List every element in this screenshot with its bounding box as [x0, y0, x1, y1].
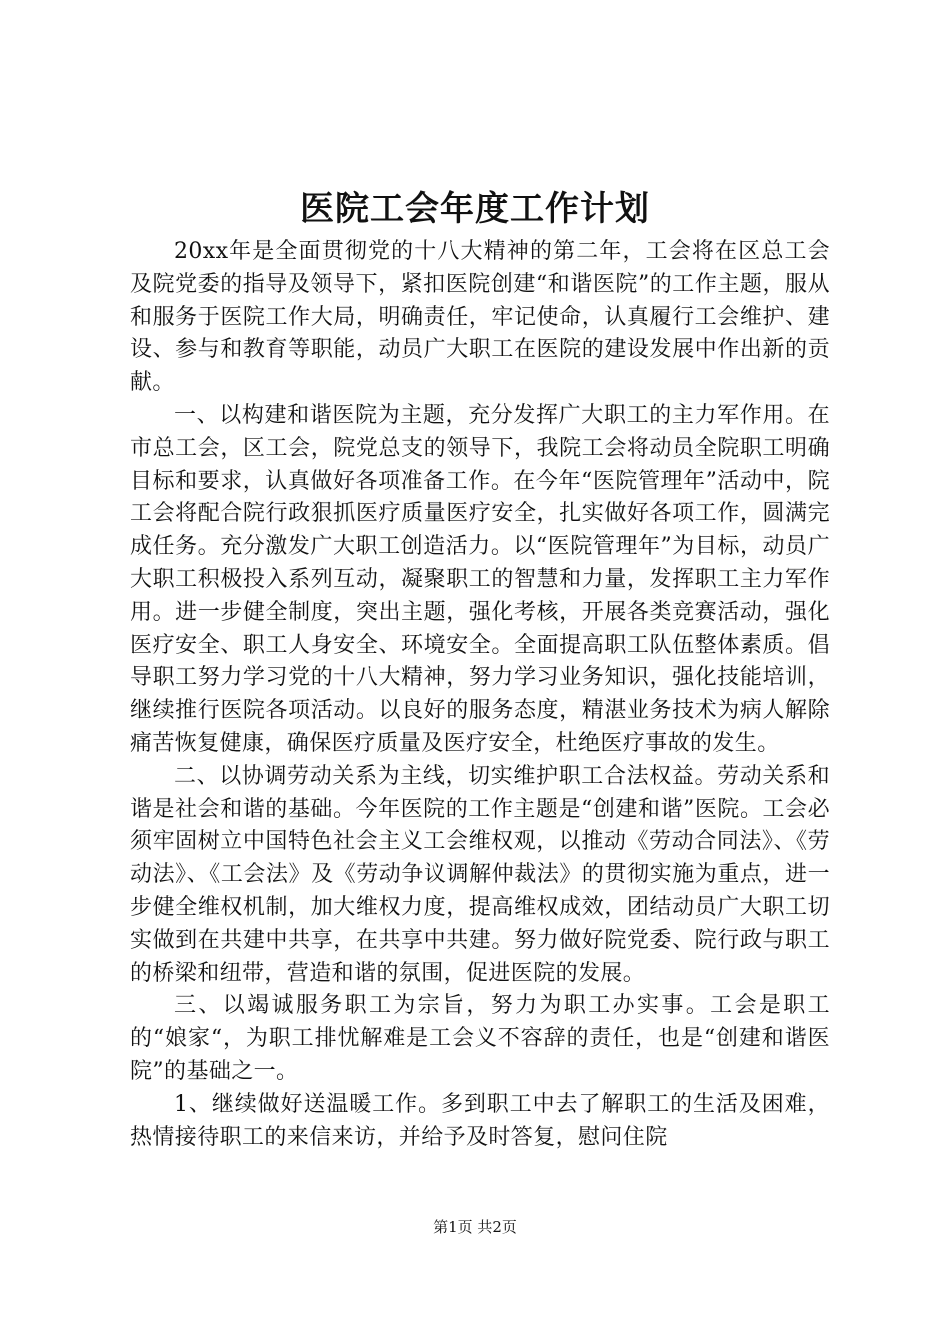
document-title: 医院工会年度工作计划 [300, 189, 650, 229]
paragraph-intro: 20xx年是全面贯彻党的十八大精神的第二年，工会将在区总工会及院党委的指导及领导下，紧扣医院创建“和谐医院”的工作主题，服从和服务于医院工作大局，明确责任，牢记使命，认真履行工会维护、建设、参与和教育等职能，动员广大职工在医院的建设发展中作出新的贡献。 [130, 239, 830, 396]
paragraph-section-1: 一、以构建和谐医院为主题，充分发挥广大职工的主力军作用。在市总工会，区工会，院党总支的领导下，我院工会将动员全院职工明确目标和要求，认真做好各项准备工作。在今年“医院管理年”活动中，院工会将配合院行政狠抓医疗质量医疗安全，扎实做好各项工作，圆满完成任务。充分激发广大职工创造活力。以“医院管理年”为目标，动员广大职工积极投入系列互动，凝聚职工的智慧和力量，发挥职工主力军作用。进一步健全制度，突出主题，强化考核，开展各类竞赛活动，强化医疗安全、职工人身安全、环境安全。全面提高职工队伍整体素质。倡导职工努力学习党的十八大精神，努力学习业务知识，强化技能培训，继续推行医院各项活动。以良好的服务态度，精湛业务技术为病人解除痛苦恢复健康，确保医疗质量及医疗安全，杜绝医疗事故的发生。 [130, 402, 830, 756]
paragraph-section-3: 三、以竭诚服务职工为宗旨，努力为职工办实事。工会是职工的“娘家“，为职工排忧解难是工会义不容辞的责任，也是“创建和谐医院”的基础之一。 [130, 993, 830, 1084]
paragraph-item-1: 1、继续做好送温暖工作。多到职工中去了解职工的生活及困难，热情接待职工的来信来访，并给予及时答复，慰问住院 [130, 1091, 830, 1150]
document-body [130, 236, 830, 1154]
paragraph-section-2: 二、以协调劳动关系为主线，切实维护职工合法权益。劳动关系和谐是社会和谐的基础。今年医院的工作主题是“创建和谐”医院。工会必须牢固树立中国特色社会主义工会维权观，以推动《劳动合同法》、《劳动法》、《工会法》及《劳动争议调解仲裁法》的贯彻实施为重点，进一步健全维权机制，加大维权力度，提高维权成效，团结动员广大职工切实做到在共建中共享，在共享中共建。努力做好院党委、院行政与职工的桥梁和纽带，营造和谐的氛围，促进医院的发展。 [130, 763, 830, 986]
page-number-footer: 第1页 共2页 [433, 1218, 517, 1236]
